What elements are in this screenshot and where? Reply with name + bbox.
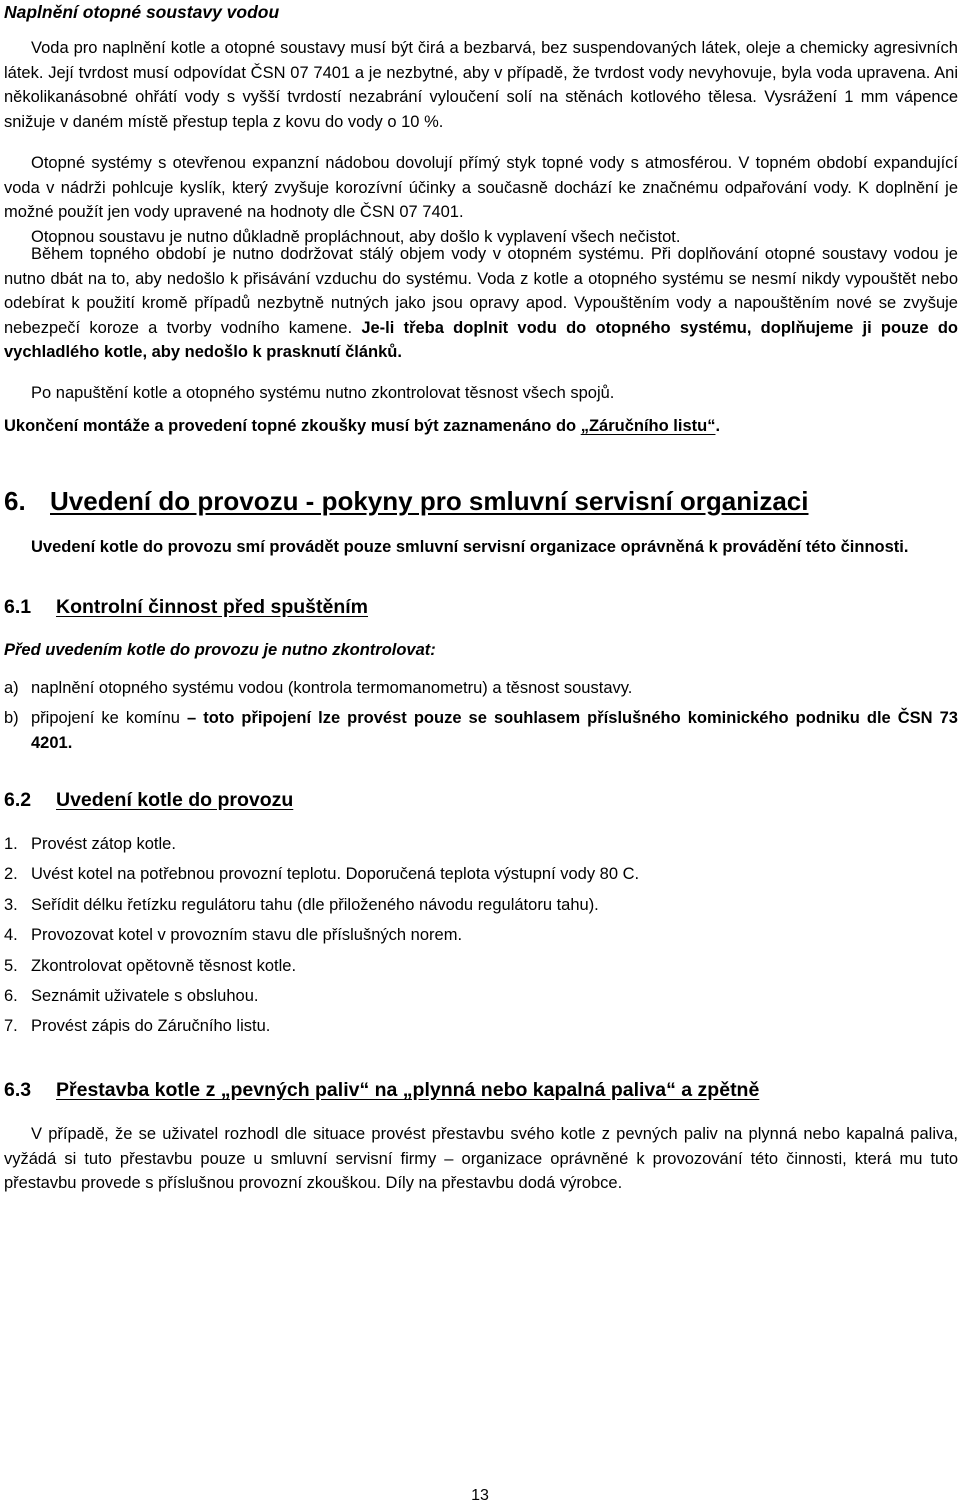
chimney-connection-warning: – toto připojení lze provést pouze se souhlasem příslušného kominického podniku dle ČSN 73 4201. [31, 709, 958, 752]
startup-step-text: Uvést kotel na potřebnou provozní teplotu. Doporučená teplota výstupní vody 80 C. [31, 865, 640, 883]
paragraph-leak-check: Po napuštění kotle a otopného systému nutno zkontrolovat těsnost všech spojů. [31, 384, 615, 402]
paragraph-open-systems: Otopné systémy s otevřenou expanzní nádobou dovolují přímý styk topné vody s atmosférou. V topném období expandující voda v nádrži pohlcuje kyslík, který zvyšuje korozívní účinky a současně dochází ke značnému odpařování vody. K doplnění je možné použít jen vody upravené na hodnoty dle ČSN 07 7401. [4, 154, 958, 222]
startup-step-5 [4, 954, 958, 979]
section-6-2-number: 6.2 [4, 789, 32, 811]
installation-record-text: Ukončení montáže a provedení topné zkoušky musí být zaznamenáno do [4, 417, 581, 435]
startup-step-text: Seřídit délku řetízku regulátoru tahu (dle přiloženého návodu regulátoru tahu). [31, 896, 599, 914]
section-6-intro: Uvedení kotle do provozu smí provádět pouze smluvní servisní organizace oprávněná k provádění této činnosti. [31, 538, 909, 556]
startup-step-number: 5. [4, 957, 18, 975]
section-6-1-title: Kontrolní činnost před spuštěním [56, 596, 369, 618]
checklist-marker-b: b) [4, 709, 19, 727]
startup-step-number: 4. [4, 926, 18, 944]
checklist-text-b [31, 706, 958, 755]
checklist-item-a [4, 676, 958, 701]
section-heading-6-2 [4, 787, 293, 813]
paragraph-water-volume [4, 242, 958, 365]
section-6-3-number: 6.3 [4, 1079, 32, 1101]
startup-step-7 [4, 1014, 958, 1039]
startup-step-number: 1. [4, 835, 18, 853]
startup-step-4 [4, 923, 958, 948]
startup-step-3 [4, 893, 958, 918]
section-heading-6-3 [4, 1077, 759, 1103]
paragraph-flushing: Otopnou soustavu je nutno důkladně propláchnout, aby došlo k vyplavení všech nečistot. [31, 228, 681, 246]
section-6-3-title: Přestavba kotle z „pevných paliv“ na „plynná nebo kapalná paliva“ a zpětně [56, 1079, 760, 1101]
section-heading-6 [4, 485, 809, 517]
chimney-connection-text: připojení ke komínu [31, 709, 187, 727]
checklist-item-b [4, 706, 958, 755]
water-volume-text: Během topného období je nutno dodržovat stálý objem vody v otopném systému. Při doplňování otopné soustavy vodou je nutno dbát na to, aby nedošlo k přisávání vzduchu do systému. Voda z kotle a otopného systému se nesmí nikdy vypouštět nebo odebírat k použití kromě případů nezbytně nutných jako jsou opravy apod. Vypouštěním vody a napouštěním nové se zvyšuje nebezpečí koroze a tvorby vodního kamene. [4, 245, 958, 337]
startup-step-1 [4, 832, 958, 857]
startup-step-2 [4, 862, 958, 887]
section-heading-6-1 [4, 594, 368, 620]
section-6-number: 6. [4, 486, 26, 516]
startup-step-text: Seznámit uživatele s obsluhou. [31, 987, 259, 1005]
page-number: 13 [471, 1487, 489, 1504]
checklist-marker-a: a) [4, 679, 19, 697]
startup-step-text: Provést zápis do Záručního listu. [31, 1017, 271, 1035]
paragraph-fuel-conversion: V případě, že se uživatel rozhodl dle situace provést přestavbu svého kotle z pevných paliv na plynná nebo kapalná paliva, vyžádá si tuto přestavbu pouze u smluvní servisní firmy – organizace oprávněné k provozování této činnosti, která mu tuto přestavbu provede s příslušnou provozní zkouškou. Díly na přestavbu dodá výrobce. [4, 1125, 958, 1193]
startup-step-text: Provést zátop kotle. [31, 835, 176, 853]
section-heading-water-fill: Naplnění otopné soustavy vodou [4, 2, 280, 22]
section-6-2-title: Uvedení kotle do provozu [56, 789, 294, 811]
startup-step-text: Zkontrolovat opětovně těsnost kotle. [31, 957, 297, 975]
paragraph-installation-record [4, 414, 958, 439]
startup-step-number: 2. [4, 865, 18, 883]
startup-step-number: 6. [4, 987, 18, 1005]
startup-step-6 [4, 984, 958, 1009]
refill-warning-text: Je-li třeba doplnit vodu do otopného systému, doplňujeme ji pouze do vychladlého kotle, aby nedošlo k prasknutí článků. [4, 318, 959, 362]
section-6-title: Uvedení do provozu - pokyny pro smluvní servisní organizaci [50, 486, 809, 516]
startup-step-number: 7. [4, 1017, 18, 1035]
section-6-1-number: 6.1 [4, 596, 32, 618]
installation-record-end: . [715, 417, 721, 435]
startup-step-text: Provozovat kotel v provozním stavu dle příslušných norem. [31, 926, 463, 944]
section-6-1-lead: Před uvedením kotle do provozu je nutno zkontrolovat: [4, 641, 436, 659]
checklist-text-a: naplnění otopného systému vodou (kontrola termomanometru) a těsnost soustavy. [31, 679, 633, 697]
paragraph-water-quality: Voda pro naplnění kotle a otopné soustavy musí být čirá a bezbarvá, bez suspendovaných látek, oleje a chemicky agresivních látek. Její tvrdost musí odpovídat ČSN 07 7401 a je nezbytné, aby v případě, že tvrdost vody nevyhovuje, byla voda upravena. Ani několikanásobné ohřátí vody s vyšší tvrdostí nezabrání vyloučení solí na stěnách kotlového tělesa. Vysrážení 1 mm vápence snižuje v daném místě přestup tepla z kovu do vody o 10 %. [4, 39, 958, 131]
startup-step-number: 3. [4, 896, 18, 914]
warranty-card-ref: „Záručního listu“ [580, 417, 716, 435]
